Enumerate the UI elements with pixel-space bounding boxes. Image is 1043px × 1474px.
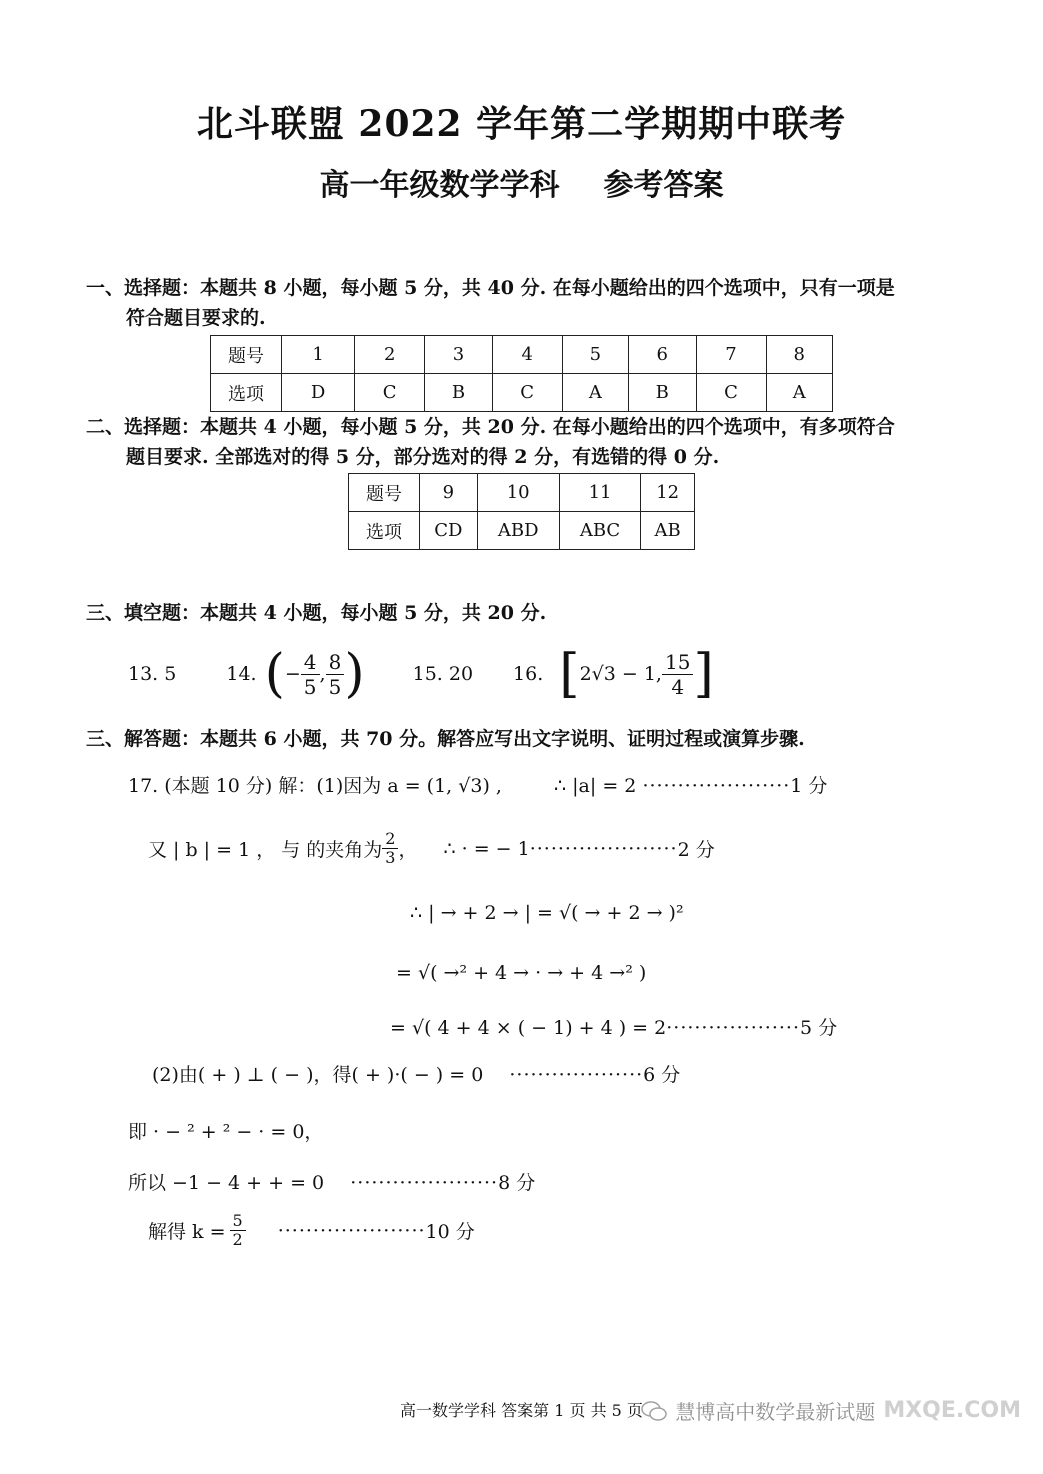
table-row (211, 374, 833, 412)
table-cell: CD (420, 512, 478, 550)
table-cell: 5 (562, 336, 628, 374)
paren-open: ( (264, 644, 285, 704)
section1-heading (86, 273, 895, 333)
table-cell: B (425, 374, 492, 412)
denominator: 5 (303, 674, 317, 699)
section4-heading: 三、解答题：本题共 6 小题，共 70 分。解答应写出文字说明、证明过程或演算步骤. (86, 728, 805, 750)
section3-heading: 三、填空题：本题共 4 小题，每小题 5 分，共 20 分. (86, 602, 547, 624)
q17-a-expr: a = (1, √3) , (387, 775, 502, 797)
table-cell: B (629, 374, 696, 412)
watermark (641, 1396, 1021, 1425)
bracket-close: ] (693, 644, 714, 704)
table-cell: C (355, 374, 425, 412)
score-dots: ····················· (350, 1172, 499, 1194)
answer-14-label: 14. (226, 663, 257, 685)
table-cell: AB (641, 512, 695, 550)
table-cell: 2 (355, 336, 425, 374)
score-label: 10 分 (425, 1221, 475, 1243)
denominator: 2 (232, 1230, 243, 1249)
fraction (230, 1212, 246, 1249)
table-cell: 1 (282, 336, 355, 374)
table-cell: 9 (420, 474, 478, 512)
q17-line7: 即 · − ² + ² − · = 0， (128, 1121, 324, 1143)
table-header-cell: 选项 (211, 374, 282, 412)
watermark-text: 慧博高中数学最新试题 (675, 1400, 876, 1424)
score-label: 1 分 (790, 775, 828, 797)
table-cell: D (282, 374, 355, 412)
table-cell: ABD (477, 512, 559, 550)
section2-answer-table (348, 473, 695, 550)
q17-line5 (390, 1013, 837, 1040)
q17-part2-expr: (2)由( + ) ⊥ ( − )，得( + )·( − ) = 0 (152, 1064, 484, 1086)
q17-line9 (148, 1212, 475, 1249)
fill-in-answers (128, 643, 714, 705)
score-dots: ··················· (666, 1017, 800, 1039)
table-cell: 7 (696, 336, 766, 374)
table-row (349, 512, 695, 550)
numerator: 4 (301, 650, 320, 675)
q17-line8 (128, 1168, 535, 1195)
denominator: 5 (328, 674, 342, 699)
q17-line4: = √( →² + 4 → · → + 4 →² ) (396, 962, 647, 984)
table-cell: 10 (477, 474, 559, 512)
answer-13: 13. 5 (128, 663, 177, 685)
q17-intro: 17. (本题 10 分) 解：(1)因为 (128, 775, 382, 797)
section2-line1: 二、选择题：本题共 4 小题，每小题 5 分，共 20 分. 在每小题给出的四个选项中，有多项符合 (86, 416, 895, 438)
table-header-cell: 题号 (211, 336, 282, 374)
fraction (382, 830, 398, 867)
q17-dot-product: ∴ · = − 1 (443, 837, 530, 860)
numerator: 8 (326, 650, 345, 675)
score-dots: ····················· (642, 775, 791, 797)
score-label: 6 分 (643, 1064, 681, 1086)
q17-line2 (148, 830, 715, 867)
watermark-logo: MXQE.COM (883, 1398, 1021, 1423)
q17-part2 (152, 1060, 680, 1087)
q17-line9-text: 解得 k = (148, 1221, 226, 1243)
numerator: 5 (230, 1212, 246, 1231)
q17-line8-expr: 所以 −1 − 4 + + = 0 (128, 1172, 325, 1194)
numerator: 2 (382, 830, 398, 849)
score-dots: ····················· (277, 1219, 426, 1242)
table-row (349, 474, 695, 512)
table-cell: 6 (629, 336, 696, 374)
q17-a-norm: ∴ |a| = 2 (554, 775, 637, 797)
answer-15: 15. 20 (412, 663, 474, 685)
wechat-icon (641, 1400, 667, 1422)
table-cell: ABC (559, 512, 641, 550)
fraction (326, 650, 345, 699)
fraction (301, 650, 320, 699)
q17-line2-text: 又 | b | = 1 ， 与 的夹角为 (148, 839, 383, 861)
section2-heading (86, 412, 895, 472)
fraction (662, 650, 693, 699)
table-row (211, 336, 833, 374)
denominator: 3 (385, 848, 396, 867)
table-cell: C (696, 374, 766, 412)
comma: ， (398, 839, 418, 861)
q17-line5-expr: = √( 4 + 4 × ( − 1) + 4 ) = 2 (390, 1017, 667, 1039)
table-cell: C (492, 374, 562, 412)
q17-line1 (128, 771, 827, 798)
score-label: 5 分 (800, 1017, 838, 1039)
denominator: 4 (671, 674, 685, 699)
section1-answer-table (210, 335, 833, 412)
answer-16-part1: 2√3 − 1, (579, 663, 662, 685)
score-dots: ····················· (529, 837, 678, 860)
bracket-open: [ (559, 644, 580, 704)
score-dots: ··················· (509, 1064, 644, 1086)
page-subtitle (0, 160, 1043, 204)
subtitle-right: 参考答案 (603, 168, 724, 203)
score-label: 2 分 (677, 839, 715, 861)
answer-16-label: 16. (513, 663, 544, 685)
numerator: 15 (662, 650, 693, 675)
table-cell: 12 (641, 474, 695, 512)
subtitle-left: 高一年级数学学科 (319, 168, 560, 203)
page-title: 北斗联盟 2022 学年第二学期期中联考 (196, 103, 847, 145)
table-cell: A (766, 374, 832, 412)
minus-sign: − (284, 663, 301, 685)
section1-line2: 符合题目要求的. (126, 307, 266, 329)
comma: , (319, 663, 326, 685)
table-cell: 3 (425, 336, 492, 374)
table-cell: 8 (766, 336, 832, 374)
paren-close: ) (344, 644, 365, 704)
q17-line3: ∴ | → + 2 → | = √( → + 2 → )² (410, 902, 684, 924)
table-cell: A (562, 374, 628, 412)
table-header-cell: 题号 (349, 474, 420, 512)
table-cell: 4 (492, 336, 562, 374)
table-cell: 11 (559, 474, 641, 512)
section1-line1: 一、选择题：本题共 8 小题，每小题 5 分，共 40 分. 在每小题给出的四个选项中，只有一项是 (86, 277, 895, 299)
page-footer: 高一数学学科 答案第 1 页 共 5 页 (400, 1401, 643, 1420)
score-label: 8 分 (498, 1172, 536, 1194)
table-header-cell: 选项 (349, 512, 420, 550)
section2-line2: 题目要求. 全部选对的得 5 分，部分选对的得 2 分，有选错的得 0 分. (126, 446, 720, 468)
